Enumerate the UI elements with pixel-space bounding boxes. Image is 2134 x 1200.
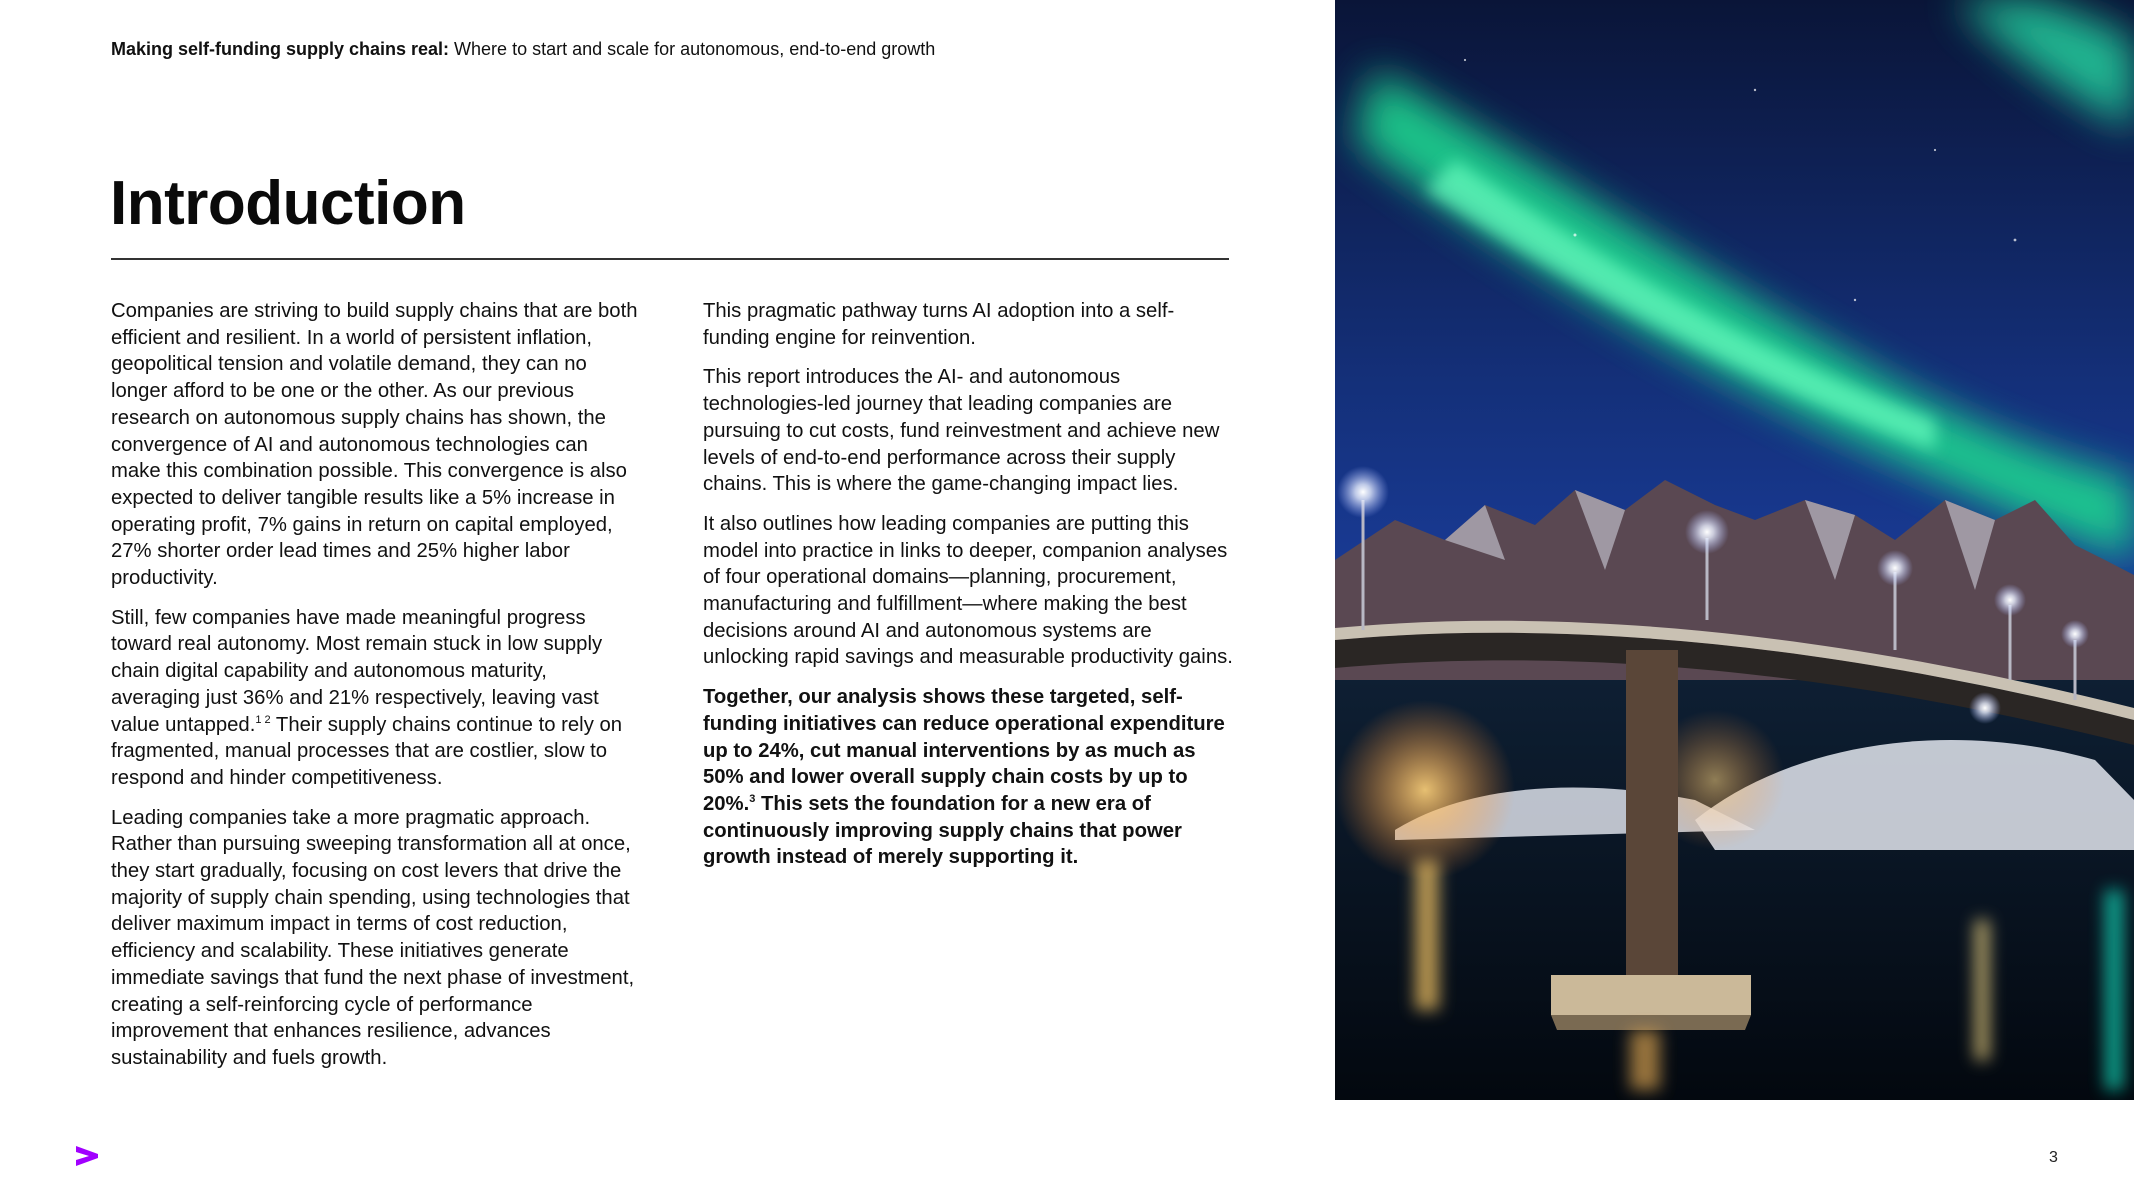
paragraph: Still, few companies have made meaningful progress toward real autonomy. Most remain stuck in low supply chain digital capability and autonomous maturity, averaging just 36% and 21% respectively, leaving vast value untapped.$^{1 2}$ Their supply chains continue to rely on fragmented, manual processes that are costlier, slow to respond and hinder competitiveness. — [111, 606, 623, 789]
page-number: 3 — [2049, 1149, 2058, 1166]
right-text-column — [703, 298, 1233, 884]
running-header-bold: Making self-funding supply chains real: — [111, 39, 450, 59]
paragraph: Companies are striving to build supply chains that are both efficient and resilient. In a world of persistent inflation, geopolitical tension and volatile demand, they can no longer afford to be one or the other. As our previous research on autonomous supply chains has shown, the convergence of AI and autonomous technologies can make this combination possible. This convergence is also expected to deliver tangible results like a 5% increase in operating profit, 7% gains in return on capital employed, 27% shorter order lead times and 25% higher labor productivity. — [111, 300, 638, 590]
footnote-ref[interactable]: 3 — [749, 792, 756, 805]
paragraph: This pragmatic pathway turns AI adoption into a self-funding engine for reinvention. — [703, 300, 1175, 349]
footnote-ref[interactable]: 1 2 — [255, 713, 271, 726]
accenture-logo — [74, 1144, 100, 1168]
paragraph: This report introduces the AI- and autonomous technologies-led journey that leading companies are pursuing to cut costs, fund reinvestment and achieve new levels of end-to-end performance across their supply chains. This is where the game-changing impact lies. — [703, 366, 1220, 496]
paragraph: It also outlines how leading companies are putting this model into practice in links to deeper, companion analyses of four operational domains—planning, procurement, manufacturing and fulfillment—where making the best decisions around AI and autonomous systems are unlocking rapid savings and measurable productivity gains. — [703, 512, 1233, 669]
aurora-bridge-photo — [1335, 0, 2134, 1100]
key-findings-paragraph: Together, our analysis shows these targeted, self-funding initiatives can reduce operational expenditure up to 24%, cut manual interventions by as much as 50% and lower overall supply chain costs by up to 20%.$^3$ This sets the foundation for a new era of continuously improving supply chains that power growth instead of merely supporting it. — [703, 686, 1225, 869]
page-title: Introduction — [110, 169, 466, 238]
left-text-column — [111, 298, 641, 1085]
running-header — [111, 38, 935, 60]
title-divider — [111, 258, 1229, 260]
running-header-subtitle: Where to start and scale for autonomous, end-to-end growth — [449, 39, 936, 59]
paragraph: Leading companies take a more pragmatic approach. Rather than pursuing sweeping transformation all at once, they start gradually, focusing on cost levers that drive the majority of supply chain spending, using technologies that deliver maximum impact in terms of cost reduction, efficiency and scalability. These initiatives generate immediate savings that fund the next phase of investment, creating a self-reinforcing cycle of performance improvement that enhances resilience, advances sustainability and fuels growth. — [111, 806, 635, 1069]
